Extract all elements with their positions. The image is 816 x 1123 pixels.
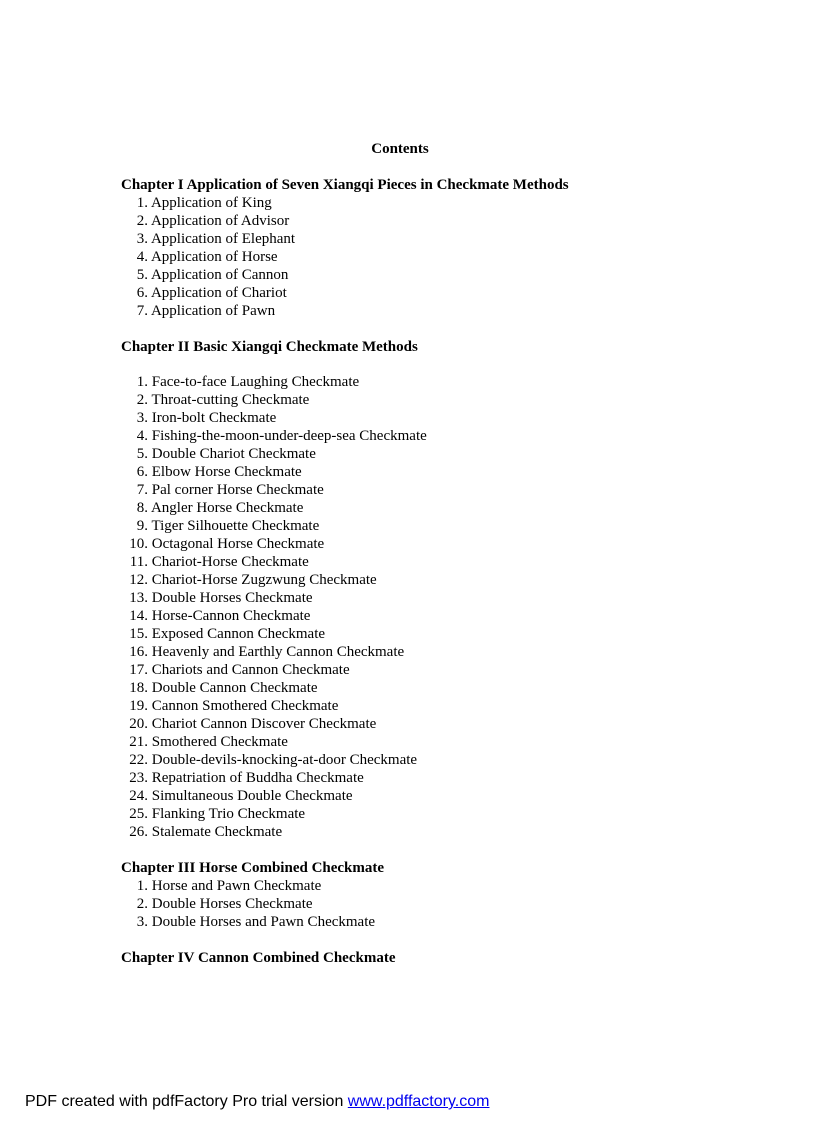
item-number: 1.	[136, 195, 148, 211]
item-title: Simultaneous Double Checkmate	[151, 788, 353, 804]
chapter-3	[121, 859, 721, 931]
item-title: Application of King	[150, 195, 272, 211]
item-title: Elbow Horse Checkmate	[151, 464, 302, 480]
item-number: 2.	[136, 392, 148, 408]
item-number: 15.	[129, 626, 148, 642]
item-title: Repatriation of Buddha Checkmate	[151, 770, 364, 786]
item-number: 2.	[136, 896, 148, 912]
list-item	[121, 391, 721, 409]
item-number: 17.	[129, 662, 148, 678]
list-item	[121, 427, 721, 445]
item-title: Iron-bolt Checkmate	[151, 410, 277, 426]
item-number: 6.	[136, 285, 148, 301]
item-number: 25.	[129, 806, 148, 822]
item-title: Angler Horse Checkmate	[150, 500, 304, 516]
item-title: Application of Advisor	[150, 213, 290, 229]
item-title: Chariot-Horse Zugzwung Checkmate	[151, 572, 377, 588]
list-item	[121, 733, 721, 751]
item-title: Pal corner Horse Checkmate	[151, 482, 324, 498]
list-item	[121, 481, 721, 499]
list-item	[121, 697, 721, 715]
item-number: 16.	[129, 644, 148, 660]
list-item	[121, 571, 721, 589]
pdf-footer	[25, 1092, 489, 1112]
chapter-2	[121, 338, 721, 841]
list-item	[121, 535, 721, 553]
list-item	[121, 877, 721, 895]
list-item	[121, 625, 721, 643]
chapter-1-list	[121, 194, 721, 320]
chapter-heading: Chapter I Application of Seven Xiangqi Pieces in Checkmate Methods	[121, 177, 569, 193]
list-item	[121, 751, 721, 769]
item-number: 8.	[136, 500, 148, 516]
item-number: 19.	[129, 698, 148, 714]
spacer	[121, 356, 721, 373]
item-number: 2.	[136, 213, 148, 229]
list-item	[121, 661, 721, 679]
list-item	[121, 266, 721, 284]
item-number: 22.	[129, 752, 148, 768]
item-number: 3.	[136, 914, 148, 930]
item-title: Double Chariot Checkmate	[151, 446, 316, 462]
item-title: Heavenly and Earthly Cannon Checkmate	[151, 644, 405, 660]
item-title: Double Horses Checkmate	[151, 896, 313, 912]
item-title: Stalemate Checkmate	[151, 824, 283, 840]
item-number: 4.	[136, 428, 148, 444]
pdffactory-link[interactable]: www.pdffactory.com	[347, 1093, 490, 1110]
item-number: 23.	[129, 770, 148, 786]
item-title: Cannon Smothered Checkmate	[151, 698, 339, 714]
item-number: 26.	[129, 824, 148, 840]
list-item	[121, 679, 721, 697]
item-number: 13.	[129, 590, 148, 606]
item-number: 21.	[129, 734, 148, 750]
item-title: Tiger Silhouette Checkmate	[151, 518, 320, 534]
item-number: 14.	[129, 608, 148, 624]
list-item	[121, 409, 721, 427]
item-title: Octagonal Horse Checkmate	[151, 536, 325, 552]
list-item	[121, 212, 721, 230]
item-number: 7.	[136, 303, 148, 319]
item-number: 5.	[136, 267, 148, 283]
item-number: 11.	[129, 554, 148, 570]
chapter-3-list	[121, 877, 721, 931]
chapter-2-list	[121, 373, 721, 841]
list-item	[121, 194, 721, 212]
item-number: 10.	[129, 536, 148, 552]
item-number: 3.	[136, 231, 148, 247]
item-number: 18.	[129, 680, 148, 696]
chapter-heading: Chapter II Basic Xiangqi Checkmate Methods	[121, 339, 418, 355]
item-number: 5.	[136, 446, 148, 462]
list-item	[121, 607, 721, 625]
spacer	[121, 320, 721, 338]
item-number: 1.	[136, 374, 148, 390]
item-title: Flanking Trio Checkmate	[151, 806, 306, 822]
item-title: Application of Cannon	[150, 267, 289, 283]
item-title: Exposed Cannon Checkmate	[151, 626, 326, 642]
item-number: 20.	[129, 716, 148, 732]
item-title: Double-devils-knocking-at-door Checkmate	[151, 752, 418, 768]
item-number: 3.	[136, 410, 148, 426]
list-item	[121, 769, 721, 787]
item-title: Double Horses Checkmate	[151, 590, 313, 606]
item-title: Chariots and Cannon Checkmate	[151, 662, 350, 678]
item-number: 7.	[136, 482, 148, 498]
item-title: Application of Horse	[150, 249, 278, 265]
list-item	[121, 230, 721, 248]
list-item	[121, 913, 721, 931]
list-item	[121, 517, 721, 535]
list-item	[121, 589, 721, 607]
page-title: Contents	[371, 141, 429, 157]
item-number: 6.	[136, 464, 148, 480]
footer-text: PDF created with pdfFactory Pro trial version	[25, 1093, 348, 1110]
item-title: Throat-cutting Checkmate	[151, 392, 310, 408]
table-of-contents	[121, 176, 721, 967]
list-item	[121, 284, 721, 302]
list-item	[121, 895, 721, 913]
item-title: Application of Elephant	[150, 231, 296, 247]
list-item	[121, 248, 721, 266]
item-title: Chariot-Horse Checkmate	[151, 554, 309, 570]
list-item	[121, 373, 721, 391]
item-title: Application of Pawn	[150, 303, 276, 319]
list-item	[121, 499, 721, 517]
item-number: 12.	[129, 572, 148, 588]
item-title: Smothered Checkmate	[151, 734, 288, 750]
list-item	[121, 445, 721, 463]
item-title: Horse-Cannon Checkmate	[151, 608, 311, 624]
spacer	[121, 841, 721, 859]
chapter-heading: Chapter IV Cannon Combined Checkmate	[121, 950, 396, 966]
item-title: Application of Chariot	[150, 285, 287, 301]
list-item	[121, 463, 721, 481]
list-item	[121, 643, 721, 661]
list-item	[121, 787, 721, 805]
chapter-1	[121, 176, 721, 320]
item-title: Horse and Pawn Checkmate	[151, 878, 322, 894]
list-item	[121, 805, 721, 823]
list-item	[121, 553, 721, 571]
item-title: Fishing-the-moon-under-deep-sea Checkmate	[151, 428, 427, 444]
item-title: Face-to-face Laughing Checkmate	[151, 374, 360, 390]
chapter-4	[121, 949, 721, 967]
spacer	[121, 931, 721, 949]
item-number: 4.	[136, 249, 148, 265]
item-title: Double Cannon Checkmate	[151, 680, 318, 696]
list-item	[121, 715, 721, 733]
item-title: Chariot Cannon Discover Checkmate	[151, 716, 377, 732]
list-item	[121, 302, 721, 320]
item-number: 1.	[136, 878, 148, 894]
chapter-heading: Chapter III Horse Combined Checkmate	[121, 860, 385, 876]
item-number: 24.	[129, 788, 148, 804]
item-title: Double Horses and Pawn Checkmate	[151, 914, 376, 930]
list-item	[121, 823, 721, 841]
item-number: 9.	[136, 518, 148, 534]
